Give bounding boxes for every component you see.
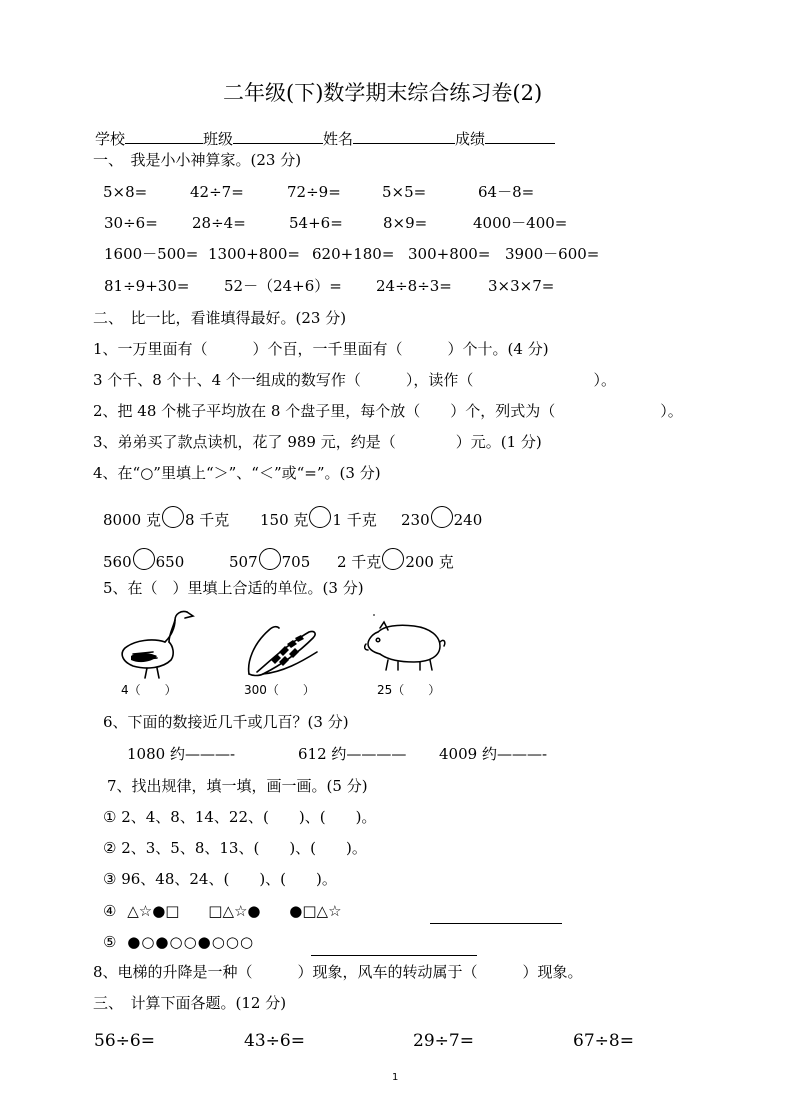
pig-image xyxy=(364,610,448,674)
pattern-item: ③ 96、48、24、( )、( )。 xyxy=(103,870,337,888)
calc-item: 28÷4= xyxy=(192,214,246,232)
division-item: 43÷6= xyxy=(244,1031,305,1051)
circle-pattern-row xyxy=(103,935,254,950)
calc-item: 3×3×7= xyxy=(488,277,555,295)
calc-item: 24÷8÷3= xyxy=(376,277,452,295)
compare-item: 230 240 xyxy=(401,506,482,528)
calc-item: 30÷6= xyxy=(104,214,158,232)
pattern-item: ① 2、4、8、14、22、( )、( )。 xyxy=(103,808,377,826)
question-3: 3、弟弟买了款点读机，花了 989 元，约是（ ）元。(1 分) xyxy=(93,433,542,451)
pig-unit: 25（ ） xyxy=(377,683,441,697)
calc-item: 4000－400= xyxy=(473,214,568,232)
shape-group: □△☆● xyxy=(208,902,261,920)
pattern-item: ② 2、3、5、8、13、( )、( )。 xyxy=(103,839,367,857)
calc-item: 1600－500= xyxy=(104,245,199,263)
calc-item: 52－（24+6）= xyxy=(224,277,342,295)
compare-circle[interactable] xyxy=(259,548,281,570)
compare-item: 507 705 xyxy=(229,548,310,570)
question-1a: 1、一万里面有（ ）个百，一千里面有（ ）个十。(4 分) xyxy=(93,340,549,358)
calc-item: 42÷7= xyxy=(190,183,244,201)
question-7: 7、找出规律，填一填，画一画。(5 分) xyxy=(107,777,368,795)
compare-item: 560 650 xyxy=(103,548,184,570)
estimate-item: 1080 约———- xyxy=(127,745,236,763)
goose-image xyxy=(113,608,195,680)
question-1b: 3 个千、8 个十、4 个一组成的数写作（ ），读作（ ）。 xyxy=(93,371,616,389)
calc-item: 81÷9+30= xyxy=(104,277,190,295)
division-item: 67÷8= xyxy=(573,1031,634,1051)
question-6: 6、下面的数接近几千或几百？(3 分) xyxy=(103,713,349,731)
calc-item: 5×8= xyxy=(103,183,148,201)
shape-group: ●□△☆ xyxy=(289,902,342,920)
calc-item: 64－8= xyxy=(478,183,535,201)
compare-circle[interactable] xyxy=(309,506,331,528)
calc-item: 8×9= xyxy=(383,214,428,232)
estimate-item: 4009 约———- xyxy=(439,745,548,763)
drawing-answer-line[interactable] xyxy=(311,955,477,956)
score-label: 成绩 xyxy=(455,130,486,148)
question-5: 5、在（ ）里填上合适的单位。(3 分) xyxy=(103,579,364,597)
pattern-label: ⑤ xyxy=(103,933,117,951)
shape-pattern-row xyxy=(103,904,342,919)
compare-circle[interactable] xyxy=(162,506,184,528)
drawing-answer-line[interactable] xyxy=(430,923,562,924)
compare-circle[interactable] xyxy=(431,506,453,528)
page-title: 二年级(下)数学期末综合练习卷(2) xyxy=(223,81,543,105)
compare-circle[interactable] xyxy=(133,548,155,570)
calc-item: 300+800= xyxy=(408,245,491,263)
compare-item: 2 千克 200 克 xyxy=(337,548,454,570)
question-2: 2、把 48 个桃子平均放在 8 个盘子里，每个放（ ）个，列式为（ ）。 xyxy=(93,402,683,420)
question-4: 4、在“○”里填上“＞”、“＜”或“=”。(3 分) xyxy=(93,464,381,482)
school-label: 学校 xyxy=(95,130,126,148)
shape-group: △☆●□ xyxy=(127,902,180,920)
goose-unit: 4（ ） xyxy=(121,683,177,697)
class-blank[interactable] xyxy=(233,128,323,144)
corn-unit: 300（ ） xyxy=(244,683,315,697)
score-blank[interactable] xyxy=(485,128,555,144)
calc-item: 3900－600= xyxy=(505,245,600,263)
compare-item: 8000 克 8 千克 xyxy=(103,506,229,528)
page-number: 1 xyxy=(392,1072,399,1083)
calc-item: 54+6= xyxy=(289,214,343,232)
name-label: 姓名 xyxy=(323,130,354,148)
name-blank[interactable] xyxy=(353,128,455,144)
calc-item: 5×5= xyxy=(382,183,427,201)
division-item: 29÷7= xyxy=(413,1031,474,1051)
header-row xyxy=(95,128,555,147)
estimate-item: 612 约———— xyxy=(298,745,407,763)
section-2-heading: 二、 比一比，看谁填得最好。(23 分) xyxy=(93,309,347,327)
section-1-heading: 一、 我是小小神算家。(23 分) xyxy=(93,151,302,169)
compare-item: 150 克 1 千克 xyxy=(260,506,377,528)
calc-item: 1300+800= xyxy=(208,245,300,263)
section-3-heading: 三、 计算下面各题。(12 分) xyxy=(93,994,287,1012)
school-blank[interactable] xyxy=(125,128,203,144)
pattern-label: ④ xyxy=(103,902,117,920)
circle-sequence: ●○●○○●○○○ xyxy=(127,933,255,951)
calc-item: 72÷9= xyxy=(287,183,341,201)
question-8: 8、电梯的升降是一种（ ）现象，风车的转动属于（ ）现象。 xyxy=(93,963,583,981)
corn-image xyxy=(243,622,323,678)
compare-circle[interactable] xyxy=(382,548,404,570)
calc-item: 620+180= xyxy=(312,245,395,263)
class-label: 班级 xyxy=(203,130,234,148)
division-item: 56÷6= xyxy=(94,1031,155,1051)
